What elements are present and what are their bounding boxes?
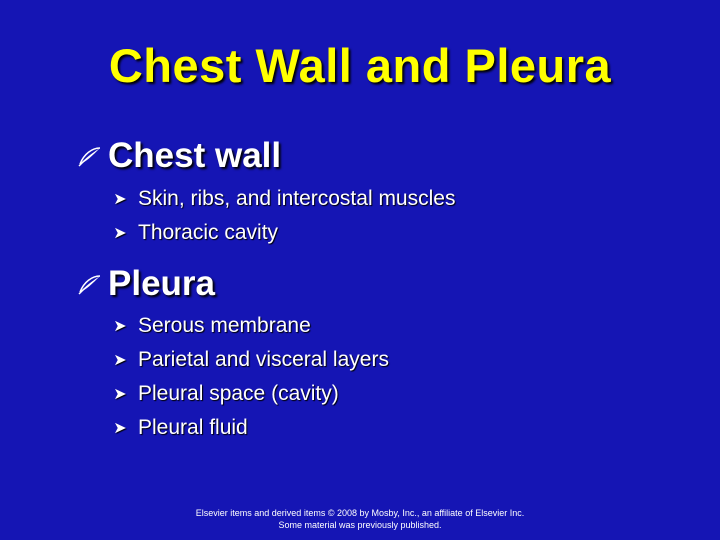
bullet-text: Serous membrane: [138, 314, 311, 337]
copyright-footer: [0, 507, 720, 531]
chest-wall-bullet-list: [112, 182, 455, 250]
list-item: [112, 216, 455, 250]
arrow-bullet-icon: ➤: [113, 420, 127, 437]
list-item: [112, 309, 389, 343]
arrow-bullet-icon: ➤: [113, 225, 127, 242]
section-heading: Pleura: [108, 264, 215, 303]
section-heading: Chest wall: [108, 136, 282, 175]
section-pleura: [76, 264, 215, 304]
slide-title: Chest Wall and Pleura: [108, 39, 612, 92]
bullet-text: Parietal and visceral layers: [138, 348, 389, 371]
quill-bullet-icon: [76, 142, 104, 170]
bullet-text: Skin, ribs, and intercostal muscles: [138, 187, 456, 210]
list-item: [112, 411, 389, 445]
section-chest-wall: [76, 136, 281, 176]
list-item: [112, 182, 455, 216]
bullet-text: Pleural fluid: [138, 416, 248, 439]
quill-bullet-icon: [76, 270, 104, 298]
list-item: [112, 377, 389, 411]
list-item: [112, 343, 389, 377]
bullet-text: Thoracic cavity: [138, 221, 279, 244]
arrow-bullet-icon: ➤: [113, 191, 127, 208]
pleura-bullet-list: [112, 309, 389, 445]
arrow-bullet-icon: ➤: [113, 386, 127, 403]
bullet-text: Pleural space (cavity): [138, 382, 339, 405]
arrow-bullet-icon: ➤: [113, 318, 127, 335]
footer-line-2: Some material was previously published.: [278, 520, 442, 530]
arrow-bullet-icon: ➤: [113, 352, 127, 369]
footer-line-1: Elsevier items and derived items © 2008 by Mosby, Inc., an affiliate of Elsevier Inc.: [195, 508, 525, 518]
